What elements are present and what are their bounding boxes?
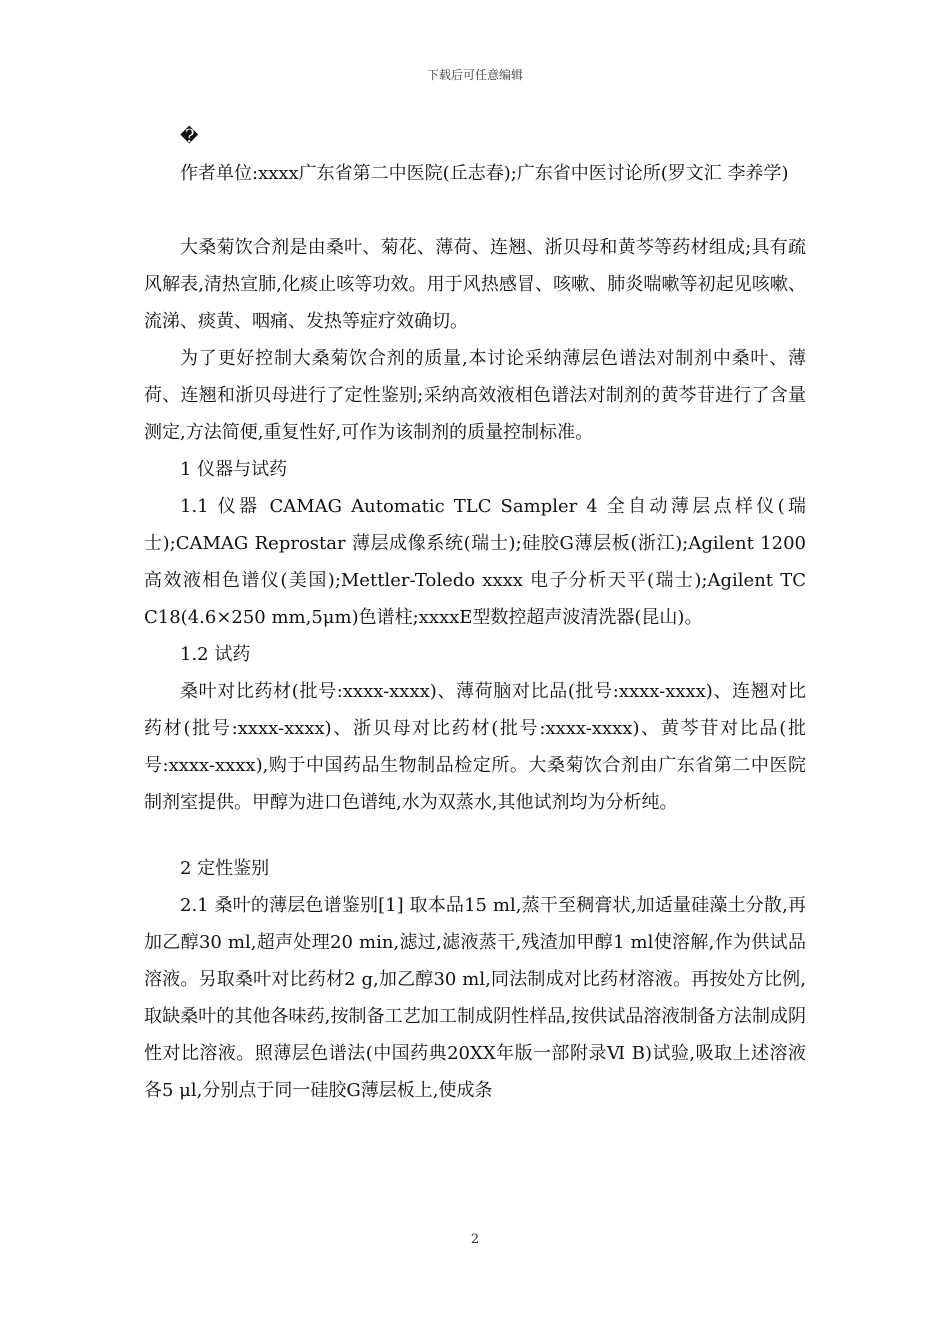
section-1-heading: 1 仪器与试药 bbox=[180, 459, 288, 480]
section-2-1-paragraph: 2.1 桑叶的薄层色谱鉴别[1] 取本品15 ml,蒸干至稠膏状,加适量硅藻土分散,再加乙醇30 ml,超声处理20 min,滤过,滤液蒸干,残渣加甲醇1 ml使溶解,作为供试品溶液。另取桑叶对比药材2 g,加乙醇30 ml,同法制成对比药材溶液。再按处方比例,取缺桑叶的其他各味药,按制备工艺加工制成阴性样品,按供试品溶液制备方法制成阴性对比溶液。照薄层色谱法(中国药典20XX年版一部附录Ⅵ B)试验,吸取上述溶液各5 μl,分别点于同一硅胶G薄层板上,使成条 bbox=[144, 895, 806, 1101]
section-2-heading: 2 定性鉴别 bbox=[180, 858, 270, 879]
page-number: 2 bbox=[470, 1232, 480, 1247]
author-unit-paragraph: 作者单位:xxxx广东省第二中医院(丘志春);广东省中医讨论所(罗文汇 李养学) bbox=[180, 163, 789, 184]
intro-paragraph-2: 为了更好控制大桑菊饮合剂的质量,本讨论采纳薄层色谱法对制剂中桑叶、薄荷、连翘和浙贝母进行了定性鉴别;采纳高效液相色谱法对制剂的黄芩苷进行了含量测定,方法简便,重复性好,可作为该制剂的质量控制标准。 bbox=[144, 348, 806, 443]
section-1-2-heading: 1.2 试药 bbox=[180, 644, 251, 665]
intro-paragraph-1: 大桑菊饮合剂是由桑叶、菊花、薄荷、连翘、浙贝母和黄芩等药材组成;具有疏风解表,清热宣肺,化痰止咳等功效。用于风热感冒、咳嗽、肺炎喘嗽等初起见咳嗽、流涕、痰黄、咽痛、发热等症疗效确切。 bbox=[144, 237, 806, 332]
section-1-1-paragraph: 1.1 仪器 CAMAG Automatic TLC Sampler 4 全自动薄层点样仪(瑞士);CAMAG Reprostar 薄层成像系统(瑞士);硅胶G薄层板(浙江);Agilent 1200 高效液相色谱仪(美国);Mettler-Toledo xxxx 电子分析天平(瑞士);Agilent TC C18(4.6×250 mm,5μm)色谱柱;xxxxE型数控超声波清洗器(昆山)。 bbox=[144, 496, 806, 628]
blank-line bbox=[144, 821, 806, 850]
document-body bbox=[144, 118, 806, 1109]
blank-line bbox=[144, 192, 806, 229]
page-header: 下载后可任意编辑 bbox=[426, 68, 523, 82]
replacement-character: � bbox=[180, 126, 199, 147]
section-1-2-paragraph: 桑叶对比药材(批号:xxxx-xxxx)、薄荷脑对比品(批号:xxxx-xxxx)、连翘对比药材(批号:xxxx-xxxx)、浙贝母对比药材(批号:xxxx-xxxx)、黄芩苷对比品(批号:xxxx-xxxx),购于中国药品生物制品检定所。大桑菊饮合剂由广东省第二中医院制剂室提供。甲醇为进口色谱纯,水为双蒸水,其他试剂均为分析纯。 bbox=[144, 681, 806, 813]
